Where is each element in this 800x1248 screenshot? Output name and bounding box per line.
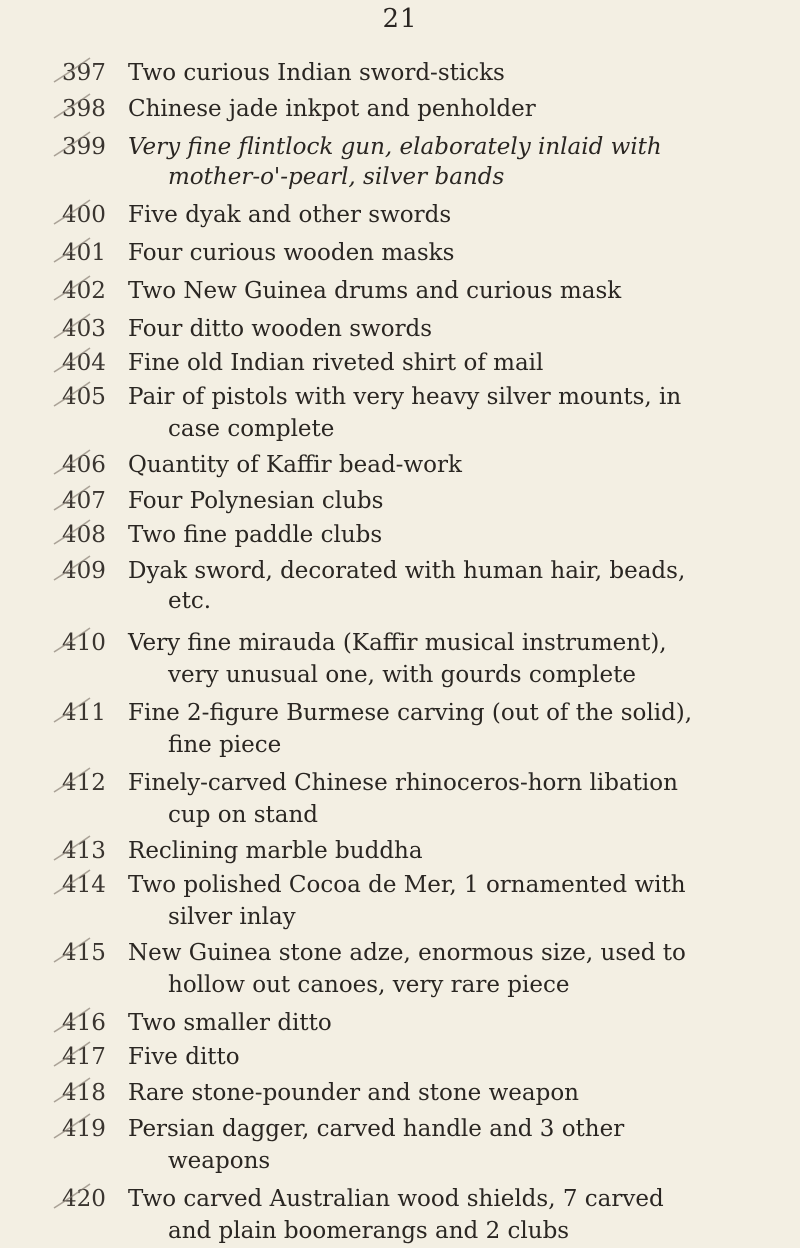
lot-description: Very fine mirauda (Kaffir musical instrument), [128,630,667,656]
lot-description: Two curious Indian sword-sticks [128,60,505,86]
lot-number: 413 [62,838,106,864]
lot-description: Chinese jade inkpot and penholder [128,96,536,122]
lot-406 [0,448,800,482]
lot-description: Two New Guinea drums and curious mask [128,278,622,304]
lot-description: Rare stone-pounder and stone weapon [128,1080,579,1106]
lot-number: 414 [62,872,106,898]
lot-number: 416 [62,1010,106,1036]
pencil-tick-mark [52,696,92,726]
pencil-tick-mark [52,56,92,86]
lot-418 [0,1076,800,1110]
lot-number: 403 [62,316,106,342]
lot-description: Five dyak and other swords [128,202,452,228]
lot-400 [0,198,800,232]
lot-description: Five ditto [128,1044,240,1070]
lot-description-continued: cup on stand [168,802,318,828]
lot-number: 418 [62,1080,106,1106]
lot-420 [0,1182,800,1248]
lot-number: 406 [62,452,106,478]
lot-415 [0,936,800,1002]
lot-number: 407 [62,488,106,514]
lot-407 [0,484,800,518]
lot-description-continued: mother-o'-pearl, silver bands [168,164,505,190]
lot-414 [0,868,800,934]
lot-description: Two smaller ditto [128,1010,332,1036]
pencil-tick-mark [52,1006,92,1036]
lot-description: New Guinea stone adze, enormous size, used to [128,940,686,966]
page-number: 21 [382,4,418,34]
lot-description: Fine 2-figure Burmese carving (out of the solid), [128,700,693,726]
lot-number: 398 [62,96,106,122]
lot-403 [0,312,800,346]
lot-description: Dyak sword, decorated with human hair, beads, [128,558,686,584]
lot-description: Two fine paddle clubs [128,522,383,548]
lot-number: 405 [62,384,106,410]
pencil-tick-mark [52,448,92,478]
lot-description: Persian dagger, carved handle and 3 other [128,1116,625,1142]
lot-397 [0,56,800,90]
pencil-tick-mark [52,868,92,898]
lot-description: Finely-carved Chinese rhinoceros-horn libation [128,770,678,796]
lot-description-continued: etc. [168,588,212,614]
lot-number: 402 [62,278,106,304]
lot-description: Two polished Cocoa de Mer, 1 ornamented with [128,872,686,898]
pencil-tick-mark [52,1182,92,1212]
pencil-tick-mark [52,236,92,266]
pencil-tick-mark [52,130,92,160]
lot-description: Very fine flintlock gun, elaborately inlaid with [128,134,662,160]
lot-description: Four ditto wooden swords [128,316,433,342]
lot-402 [0,274,800,308]
lot-419 [0,1112,800,1178]
pencil-tick-mark [52,626,92,656]
lot-number: 410 [62,630,106,656]
lot-description-continued: and plain boomerangs and 2 clubs [168,1218,570,1244]
pencil-tick-mark [52,198,92,228]
pencil-tick-mark [52,312,92,342]
pencil-tick-mark [52,1112,92,1142]
lot-number: 412 [62,770,106,796]
lot-description: Fine old Indian riveted shirt of mail [128,350,544,376]
lot-description: Reclining marble buddha [128,838,423,864]
lot-description-continued: fine piece [168,732,282,758]
lot-405 [0,380,800,446]
lot-number: 404 [62,350,106,376]
lot-description-continued: case complete [168,416,335,442]
pencil-tick-mark [52,834,92,864]
pencil-tick-mark [52,274,92,304]
pencil-tick-mark [52,1076,92,1106]
lot-description: Quantity of Kaffir bead-work [128,452,462,478]
lot-description: Two carved Australian wood shields, 7 carved [128,1186,664,1212]
lot-description: Four curious wooden masks [128,240,455,266]
lot-409 [0,554,800,618]
lot-number: 399 [62,134,106,160]
pencil-tick-mark [52,936,92,966]
lot-number: 419 [62,1116,106,1142]
lot-number: 415 [62,940,106,966]
lot-410 [0,626,800,692]
pencil-tick-mark [52,766,92,796]
lot-description: Pair of pistols with very heavy silver mounts, in [128,384,682,410]
lot-number: 397 [62,60,106,86]
lot-number: 400 [62,202,106,228]
lot-404 [0,346,800,380]
pencil-tick-mark [52,554,92,584]
pencil-tick-mark [52,1040,92,1070]
lot-description-continued: weapons [168,1148,271,1174]
lot-number: 401 [62,240,106,266]
lot-416 [0,1006,800,1040]
pencil-tick-mark [52,518,92,548]
lot-number: 417 [62,1044,106,1070]
lot-number: 411 [62,700,106,726]
pencil-tick-mark [52,346,92,376]
lot-number: 408 [62,522,106,548]
lot-description: Four Polynesian clubs [128,488,384,514]
lot-401 [0,236,800,270]
lot-411 [0,696,800,762]
lot-number: 420 [62,1186,106,1212]
lot-description-continued: hollow out canoes, very rare piece [168,972,570,998]
lot-398 [0,92,800,126]
lot-413 [0,834,800,868]
lot-408 [0,518,800,552]
lot-417 [0,1040,800,1074]
pencil-tick-mark [52,380,92,410]
lot-412 [0,766,800,832]
lot-description-continued: very unusual one, with gourds complete [168,662,636,688]
lot-number: 409 [62,558,106,584]
lot-399 [0,130,800,194]
pencil-tick-mark [52,92,92,122]
pencil-tick-mark [52,484,92,514]
lot-description-continued: silver inlay [168,904,296,930]
